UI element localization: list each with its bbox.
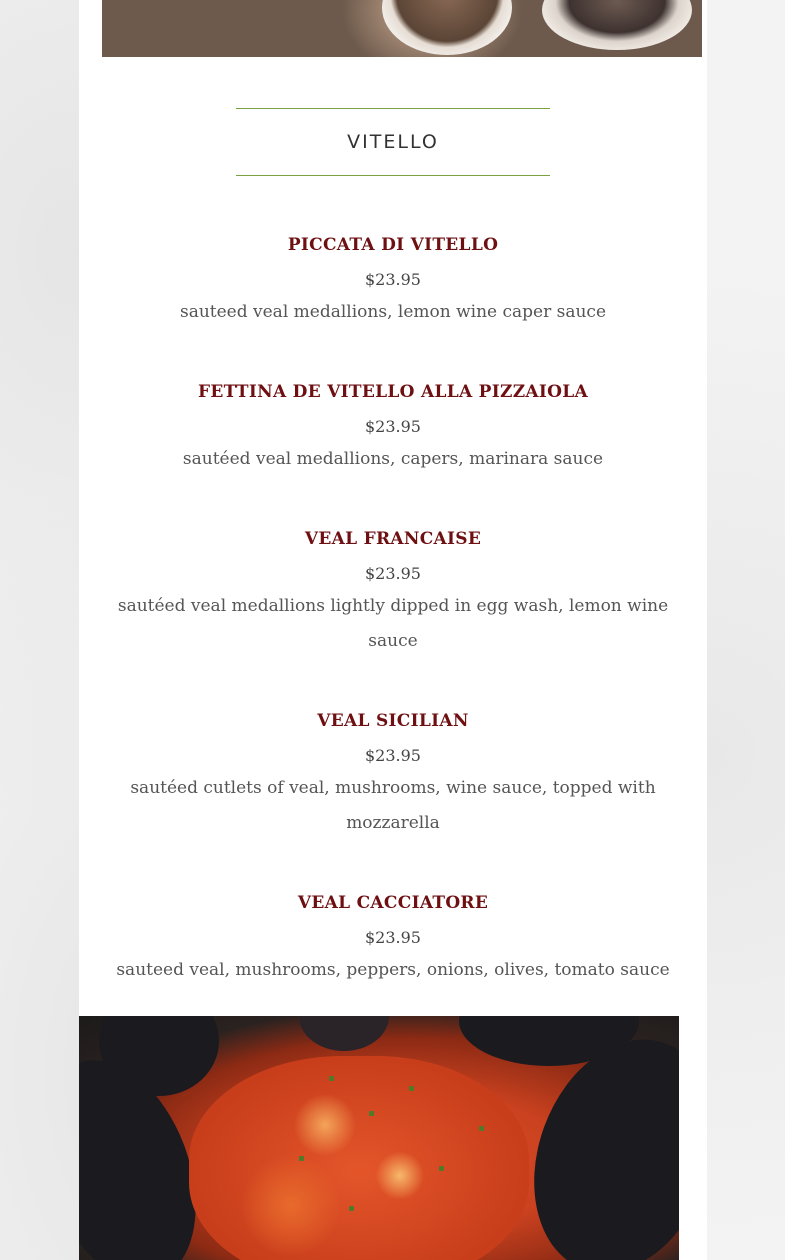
menu-item [102,519,684,659]
menu-item-name: FETTINA DE VITELLO ALLA PIZZAIOLA [197,382,589,402]
menu-item-price: $23.95 [365,270,421,289]
herb-garnish [299,1156,304,1161]
menu-item-list [102,225,684,1030]
menu-item-name: VEAL SICILIAN [317,711,469,731]
menu-item-description: sauteed veal, mushrooms, peppers, onions, olives, tomato sauce [116,960,670,980]
herb-garnish [329,1076,334,1081]
herb-garnish [479,1126,484,1131]
side-dish-image [542,0,692,50]
herb-garnish [349,1206,354,1211]
mussel-shell-image [299,1016,389,1051]
menu-item-description: sauteed veal medallions, lemon wine caper sauce [179,302,607,322]
section-header [236,108,550,176]
menu-item-name: VEAL CACCIATORE [297,893,489,913]
menu-item [102,225,684,330]
menu-item-description: sautéed veal medallions, capers, marinara sauce [182,449,604,469]
menu-item-price: $23.95 [365,564,421,583]
section-title: VITELLO [347,131,439,153]
menu-item-description: sautéed veal medallions lightly dipped in egg wash, lemon wine sauce [117,596,669,651]
menu-item-price: $23.95 [365,746,421,765]
seafood-dish-photo-top [102,0,702,57]
herb-garnish [409,1086,414,1091]
menu-item [102,372,684,477]
menu-item-price: $23.95 [365,928,421,947]
pasta-sauce-image [189,1056,529,1260]
herb-garnish [369,1111,374,1116]
menu-item-name: VEAL FRANCAISE [304,529,482,549]
menu-item-price: $23.95 [365,417,421,436]
clam-bowl-image [382,0,512,55]
menu-item-description: sautéed cutlets of veal, mushrooms, wine sauce, topped with mozzarella [130,778,656,833]
menu-item [102,883,684,988]
mussels-pasta-photo [79,1016,679,1260]
menu-item-name: PICCATA DI VITELLO [287,235,499,255]
menu-item [102,701,684,841]
herb-garnish [439,1166,444,1171]
